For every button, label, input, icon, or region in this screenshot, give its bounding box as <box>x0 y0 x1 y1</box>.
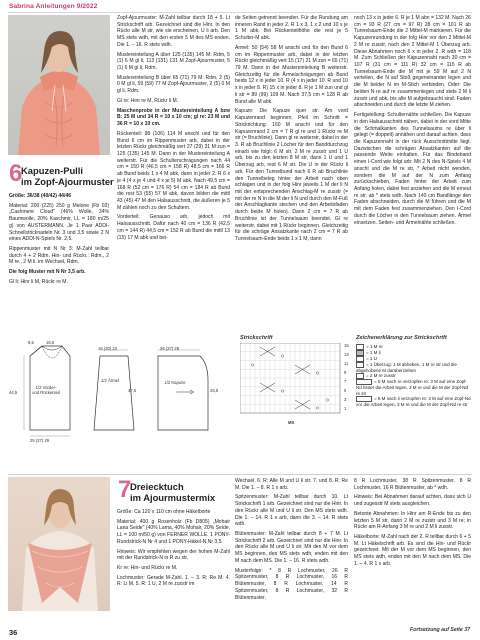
schnitt-back-top2: 16,5 <box>46 340 55 345</box>
kapuzen-pulli-illustration <box>8 15 110 155</box>
schnitt-back-width: 25 (27) 29 <box>30 438 50 443</box>
project6-gl-li: Gl li: Hinr li M, Rückr re M. <box>9 278 68 285</box>
project6-body <box>9 193 109 286</box>
project7-bluten: Blütenmuster: M-Zahl teilbar durch 8 + 7 M. Lt Strickschrift 2 arb. Gezeichnet sind nur die Hinr. In den Rückr alle M und U li str. Mit den M vor dem MS beginnen, den MS stets wdh, enden mit den M nach dem MS. Die 1. – 16. R stets wdh. <box>235 531 348 564</box>
legend-item-7: = 6 M nach li verzopfen re: 3 M auf eine Zopf-Nd vor die Arbeit legen, 3 M re und die M der Zopf-Nd re str <box>356 396 471 408</box>
project7-col2 <box>235 478 348 601</box>
legend-item-6: = 6 M nach re verzopfen re: 3 M auf eine Zopf-Nd hinter die Arbeit legen, 3 M re und die M der Zopf-Nd re str <box>356 379 469 396</box>
project7-col1 <box>117 509 230 588</box>
project7-col3 <box>354 478 471 568</box>
chart-row-7: 7 <box>344 379 347 384</box>
project6-folg: Die folg Muster mit N Nr 3,5 arb. <box>9 269 86 276</box>
project7-lochmuster: Lochmuster: Gerade M-Zahl. 1. – 3. R: Re M. 4. R: Li M. 5. R: 1 U, 2 M re zusstr im <box>117 574 230 588</box>
chart-row-13: 13 <box>344 352 349 357</box>
project6-size: Größe: 36/38 (40/42) 44/46 <box>9 193 71 199</box>
project7-spitzen: Spitzenmuster: M-Zahl teilbar durch 10. Lt Strickschrift 1 arb. Gezeichnet sind nur die Hinr. In den Rückr alle M und U li str. Den MS stets wdh. Die 1. – 14. R 1 x arb, dann die 3. – 14. R stets wdh. <box>235 494 348 528</box>
schnitt-back-label: 1/2 Vorder- und Rückenteil <box>32 385 60 395</box>
project6-rippenmuster: Rippenmuster mit N Nr 3: M-Zahl teilbar durch 4 + 2 Rdm. Hin- und Rückr.: Rdm., 2 M re., 2 M li. im Wechsel, Rdm. <box>9 246 109 266</box>
chart-row-11: 11 <box>344 361 349 366</box>
project7-hinweis2: Hinweis: Bei Abnahmen darauf achten, dass sich U und zugesstr M stets ausgleichen. <box>354 494 471 508</box>
chart-row-3: 3 <box>344 397 347 402</box>
project-number-7: 7 <box>118 476 132 503</box>
rueckenteil: Rückenteil: 98 (106) 114 M anschl und für den Bund 6 cm im Rippenmuster arb, dabei in der letzten Rückr gleichmäßig vert 27 (29) 31 M zun = 125 (135) 145 M. Dann in der Mustereinteilung A weiterstr. Für die Schulterschrägungen nach 44 cm = 150 R (46,5 cm = 158 R) 48,5 cm = 166 R ab Bund beids 1 x 4 M abk, dann in jeder 2. R 6 x je 4 (4 x je 4 und 4 x je 5) M abk. Nach 49,5 cm = 168 R (52 cm = 176 R) 54 cm = 184 R ab Bund die rest 53 (55) 57 M abk, davon bilden die mittl 43 (45) 47 M den Halsausschnitt, die äußeren je 5 M zählen noch zu den Schultern. <box>117 130 230 211</box>
project7-title-2: im Ajourmustermix <box>130 492 216 503</box>
photo-dreiecktuch <box>8 477 110 611</box>
schnitt-area <box>8 330 230 472</box>
legend-item-4: = 1 Überzug: 1 M abheben, 1 M re str und die abgehobene M darüberziehen <box>356 362 457 373</box>
schnitt-hood-label: 1/2 Kapuze <box>164 380 186 385</box>
zopf-ajourmuster: Zopf-Ajourmuster: M-Zahl teilbar durch 18 + 5. Lt Strickschrift arb. Gezeichnet sind die Hinr. In den Rückr alle M str, wie sie erscheinen, U li arb. Den MS stets wdh, mit den ersten 5 M des MS enden. Die 1. – 16. R stets wdh. <box>117 15 230 48</box>
project7-title-1: Dreiecktuch <box>130 481 184 492</box>
project7-p1: 8 R Lochmuster, 38 R Spitzenmuster, 8 R Lochmuster, 16 R Blütenmuster, ab * wdh. <box>354 478 471 491</box>
project7-krre: Kr re: Hin- und Rückr re M. <box>117 565 178 572</box>
kapuze-cont: noch 13 x in jeder 6. R je 1 M abn = 132 M. Nach 26 cm = 93 R (27 cm = 97 R) 28 cm = 101 R ab Tunnelsaum-Ende die 2 Mittel-M markieren. Für die Kapuzenrundung in der folg Hinr vor den 2 Mittel-M 2 M re zusstr, nach den 2 Mittel-M 1 Überzug arb. Diese Abnahmen noch 6 x in jeder 2. R wdh = 118 M. Zum Schließen der Kapuzennaht nach 30 cm = 107 R (31 cm = 111 R) 32 cm = 115 R ab Tunnelsaum-Ende die M mit je 59 M auf 2 N verteilen, die N auf Stoß gegeneinander legen und die M beider N im M-Stich verbinden. Oder: Die beiden N re auf re zusammenlegen und stets 2 M li zusstr und abk, bis alle M aufgebraucht sind. Faden abschneiden und durch die letzte M ziehen. <box>354 15 471 109</box>
chart-row-15: 15 <box>344 343 349 348</box>
chart-ms-label: MS <box>288 420 295 425</box>
photo-kapuzen-pulli <box>8 15 110 155</box>
maschenprobe: Maschenprobe in der Mustereinteilung A bzw B: 25 M und 34 R = 10 x 10 cm; gl re: 23 M und 36 R = 10 x 10 cm. <box>117 107 230 128</box>
vorderteil-cont: de Seiten getrennt beenden. Für die Rundung am inneren Rand in jeder 2. R 1 x 3, 1 x 2 und 10 x je 1 M abk. Bei Rückenteilhöhe die rest je 5 Schulter-M abk. <box>235 15 348 42</box>
project-number-6: 6 <box>9 160 23 187</box>
schnitt-sleeve-label: 1/2 Ärmel <box>101 378 119 383</box>
legend-list <box>356 344 472 408</box>
mustereinteilung-a: Mustereinteilung A über 125 (135) 145 M: Rdm, 5 (1) 6 M gl li, 113 (131) 131 M Zopf-Ajourmuster, 5 (1) 6 M gl li, Rdm. <box>117 51 230 72</box>
project7-hinweis: Hinweis: Wir empfehlen wegen der hohen M-Zahl mit der Rundstrick-N in R zu str. <box>117 548 230 562</box>
project6-material: Material: 200 (225) 250 g Melone (Fb 03) „Cashmere Cloud" (46% Wolle, 34% Baumwolle, 20% Kaschmir, LL = 180 m/25 g) von AUSTERMANN. Je 1 Paar ADDI-Schnellstricknadeln Nr. 3 und 3,5 sowie 2 N eines ADDI-N-Spiels Nr. 2,5. <box>9 202 109 243</box>
chart-row-1: 1 <box>344 406 347 411</box>
aermel: Ärmel: 50 (54) 58 M anschl und für den Bund 6 cm im Rippenmuster arb, dabei in der letzten Rückr gleichmäßig vert 15 (17) 21 M zun = 65 (71) 79 M. Dann in der Mustereinteilung B weiterstr. Gleichzeitig für die Ärmelschrägungen ab Bund beids 12 x in jeder 10. R (4 x in jeder 10. R und 10 x in jeder 8. R) 15 x in jeder 8. R je 1 M zun und gl li str = 89 (99) 109 M. Nach 37,5 cm = 128 R ab Bund alle M abk. <box>235 44 348 105</box>
knitting-chart-grid <box>240 343 348 419</box>
schnitt-back-height: 44,5 <box>9 390 18 395</box>
column-3 <box>235 15 348 243</box>
schnitt-hood-height: 25,5 <box>210 388 219 393</box>
schnitt-hood-width: 26 (27) 28 <box>160 346 180 351</box>
section-divider <box>8 474 472 475</box>
dreiecktuch-illustration <box>8 477 110 611</box>
legend-item-3: = 1 U <box>356 356 472 362</box>
page-header: Sabrina Anleitungen 9/2022 <box>9 3 98 10</box>
column-2 <box>117 15 230 241</box>
legend-item-2: = 1 M li <box>356 350 472 356</box>
kapuze: Kapuze: Die Kapuze quer str. Am vord Kapuzenrand beginnen; Pfeil im Schnitt = Strickrichtung: 160 M anschl und für den Kapuzenrand 2 cm = 7 R gl re und 1 Rückr re M str (= Bruchlinie). Dann gl re weiterstr, dabei in der 3. R ab Bruchlinie 2 Löcher für den Banddurchzug einarb wie folgt: 6 M str, 2 M re zusstr und 1 U arb, bis zu den letzten 8 M str, dann 1 U und 1 Überzug arb, rest 6 M str. Die U in der Rückr li arb. Für den Tunnelbund nach 6 R ab Bruchlinie den Tunnelbeleg hinter der Arbeit nach oben schlagen und in der folg Hinr jeweils 1 M der li N mit der entsprechenden Anschlag-M re zusstr (= mit der re N in die M der li N und durch den M-Fuß der Anschlagkante stechen und den Arbeitsfaden durch beide M holen). Dann 2 cm = 7 R ab Bruchlinie ist der Tunnelsaum beendet. Gl re weiterstr, dabei mit 1 Rückr beginnen. Gleichzeitig für die schräge Ansatzkante nach 2 cm = 7 R ab Tunnelsaum-Ende beids 1 x 1 M, dann <box>235 108 348 242</box>
project6-title-1: Kapuzen-Pulli <box>21 165 83 176</box>
project7-haekel: Häkelborte: M-Zahl nach der 2. R teilbar durch 6 + 5 M. Lt Häkelschrift arb. Es sind die Hin- und Rückr gezeichnet. Mit der M vor dem MS beginnen, den MS stets wdh, enden mit den M nach dem MS. Die 1. – 4. R 1 x arb. <box>354 534 471 567</box>
schnitt-sleeve-length: 37,5 <box>128 388 137 393</box>
knitting-chart <box>240 343 348 419</box>
chart-title: Strickschrift <box>240 335 273 341</box>
schnitt-svg <box>8 330 230 472</box>
chart-row-5: 5 <box>344 388 347 393</box>
legend-item-5: = 2 M re zusstr <box>356 373 472 379</box>
project7-material: Material: 400 g Rosenholz (Fb D805) „Mohair Lana Seide" (40% Lama, 40% Mohair, 20% Seide, LL = 100 m/50 g) von FERNER WOLLE. 1 PONY-Rundstrick-N Nr 4 und 1 PONY-Häkel-N Nr 3,5. <box>117 518 230 545</box>
project7-musterfolge: Musterfolge: * 8 R Lochmuster, 26 R Spitzenmuster, 8 R Lochmuster, 16 R Blütenmuster, 8 R Lochmuster, 14 R Spitzenmuster, 8 R Lochmuster, 32 R Blütenmuster, <box>235 567 348 601</box>
chart-row-9: 9 <box>344 370 347 375</box>
continuation-note: Fortsetzung auf Seite 37 <box>410 627 470 633</box>
project7-size: Größe: Ca 120 x 110 cm ohne Häkelborte <box>117 509 211 515</box>
header-divider <box>8 12 472 13</box>
page-number: 36 <box>9 628 18 637</box>
mustereinteilung-b: Mustereinteilung B über 65 (71) 79 M: Rdm, 2 (5) 0 M gl li, 59 (59) 77 M Zopf-Ajourmuster, 2 (5) 0 M gl li, Rdm. <box>117 74 230 95</box>
schnitt-sleeve-width: 16 (20) 22 <box>98 346 118 351</box>
legend-item-1: = 1 M re <box>356 344 472 350</box>
project7-wechsel: Wechsel. 6. R: Alle M und U li str. 7. und 8. R: Re M. Die 1. – 8. R 1 x arb. <box>235 478 348 491</box>
project7-betonte: Betonte Abnahmen: In Hinr am R-Ende bis zu den letzten 5 M str, dann 2 M re zusstr und 3 M re; in Rückr am R-Anfang 3 M re und 2 M li zusstr. <box>354 510 471 531</box>
column-4 <box>354 15 471 226</box>
fertigstellung: Fertigstellung: Schulternähte schließen. Die Kapuze in den Halsausschnitt nähen, dabei in der vord Mitte die Schmalkanten des Tunnelsaums re über li gelegt (= doppelt) annähen und darauf achten, dass die Kapuzennaht in der rück Ausschnittmitte liegt. Dazwischen die schrägen Ansatzkanten auf die passende Weite einhalten. Für das Bindeband einen I-Cord wie folgt arb: Mit 2 N des N-Spiels 4 M anschl und die M re str, * Arbeit nicht wenden, sondern die M auf der N zum Anfang zurückschieben, Faden hinter der Arbeit zum Anfang holen, dabei fest anziehen und die M erneut re str, ab * stets wdh. Nach 140 cm Bandlänge den Faden abschneiden, durch die M führen und die M mit dem Faden fest zusammenziehen. Den I-Cord durch die Löcher in den Tunnelsaum ziehen. Ärmel einsetzen. Seiten- und Ärmelnähte schließen. <box>354 112 471 226</box>
schnitt-back-top: 8,5 <box>28 340 34 345</box>
project6-title-2: im Zopf-Ajourmuster <box>21 176 114 187</box>
legend-title: Zeichenerklärung zur Strickschrift <box>356 335 447 341</box>
vorderteil: Vorderteil: Genauso arb, jedoch mit Halsausschnitt. Dafür nach 40 cm = 136 R (42,5 cm = 144 R) 44,5 cm = 152 R ab Bund die mittl 13 (15) 17 M abk und bei- <box>117 214 230 241</box>
gl-re: Gl re: Hinr re M, Rückr li M. <box>117 97 179 104</box>
